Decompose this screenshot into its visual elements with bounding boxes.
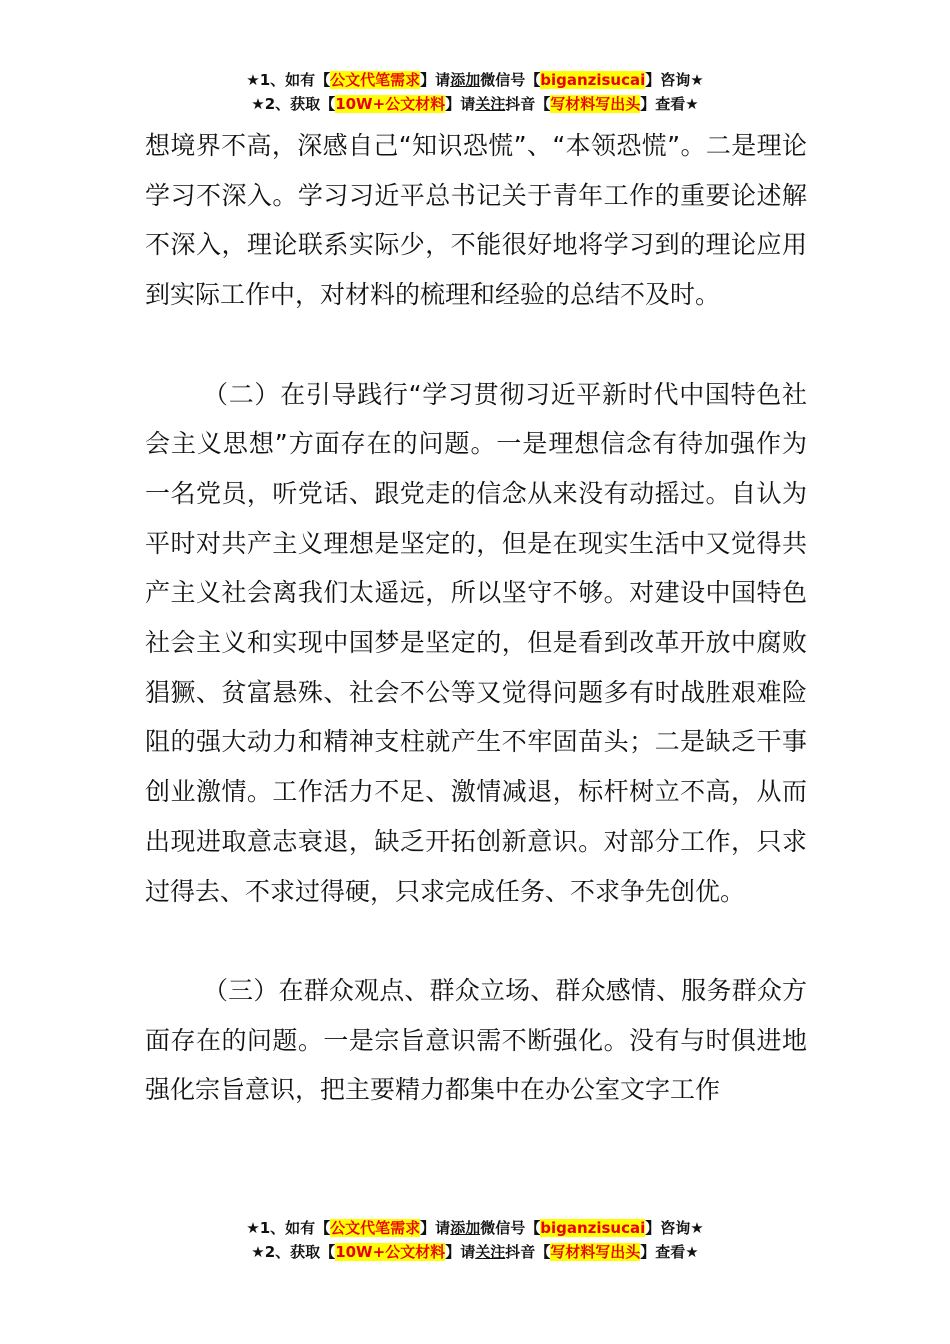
banner-text: ★2、获取【 [251,95,336,113]
highlight-text: 公文代笔需求 [330,71,421,89]
banner-text: 】查看★ [640,1243,699,1261]
banner-text: ★1、如有【 [246,71,331,89]
footer-banner [0,1216,950,1264]
paragraph-3: （三）在群众观点、群众立场、群众感情、服务群众方面存在的问题。一是宗旨意识需不断强化。没有与时俱进地强化宗旨意识，把主要精力都集中在办公室文字工作 [145,975,807,1105]
highlight-text: 公文代笔需求 [330,1219,421,1237]
highlight-text: 10W+公文材料 [335,1243,446,1261]
banner-text: 】请 [420,71,451,89]
banner-text: 】请 [420,1219,451,1237]
douyin-highlight: 写材料写出头 [550,1243,641,1261]
highlight-text: 10W+公文材料 [335,95,446,113]
banner-text: 】咨询★ [645,1219,704,1237]
banner-line-1 [0,68,950,92]
paragraph-2: （二）在引导践行“学习贯彻习近平新时代中国特色社会主义思想”方面存在的问题。一是理想信念有待加强作为一名党员，听党话、跟党走的信念从来没有动摇过。自认为平时对共产主义理想是坚定的，但是在现实生活中又觉得共产主义社会离我们太遥远，所以坚守不够。对建设中国特色社会主义和实现中国梦是坚定的，但是看到改革开放中腐败猖獗、贫富悬殊、社会不公等又觉得问题多有时战胜艰难险阻的强大动力和精神支柱就产生不牢固苗头；二是缺乏干事创业激情。工作活力不足、激情减退，标杆树立不高，从而出现进取意志衰退，缺乏开拓创新意识。对部分工作，只求过得去、不求过得硬，只求完成任务、不求争先创优。 [145,379,807,906]
banner-text: ★1、如有【 [246,1219,331,1237]
banner-line-1 [0,1216,950,1240]
paragraph-spacer [145,916,807,966]
underlined-text: 添加 [450,1219,481,1237]
wechat-id-highlight: biganzisucai [540,1219,646,1237]
douyin-highlight: 写材料写出头 [550,95,641,113]
paragraph-1: 想境界不高，深感自己“知识恐慌”、“本领恐慌”。二是理论学习不深入。学习习近平总书记关于青年工作的重要论述解不深入，理论联系实际少，不能很好地将学习到的理论应用到实际工作中，对材料的梳理和经验的总结不及时。 [145,131,807,310]
banner-text: 微信号【 [480,1219,541,1237]
banner-text: 微信号【 [480,71,541,89]
paragraph-spacer [145,320,807,370]
wechat-id-highlight: biganzisucai [540,71,646,89]
banner-line-2 [0,1240,950,1264]
banner-text: 抖音【 [505,95,551,113]
banner-text: 抖音【 [505,1243,551,1261]
banner-text: 】请 [445,1243,476,1261]
document-body [145,121,807,1115]
underlined-text: 添加 [450,71,481,89]
banner-text: 】请 [445,95,476,113]
banner-text: 】查看★ [640,95,699,113]
underlined-text: 关注 [475,1243,506,1261]
banner-text: ★2、获取【 [251,1243,336,1261]
header-banner [0,68,950,116]
underlined-text: 关注 [475,95,506,113]
banner-line-2 [0,92,950,116]
banner-text: 】咨询★ [645,71,704,89]
